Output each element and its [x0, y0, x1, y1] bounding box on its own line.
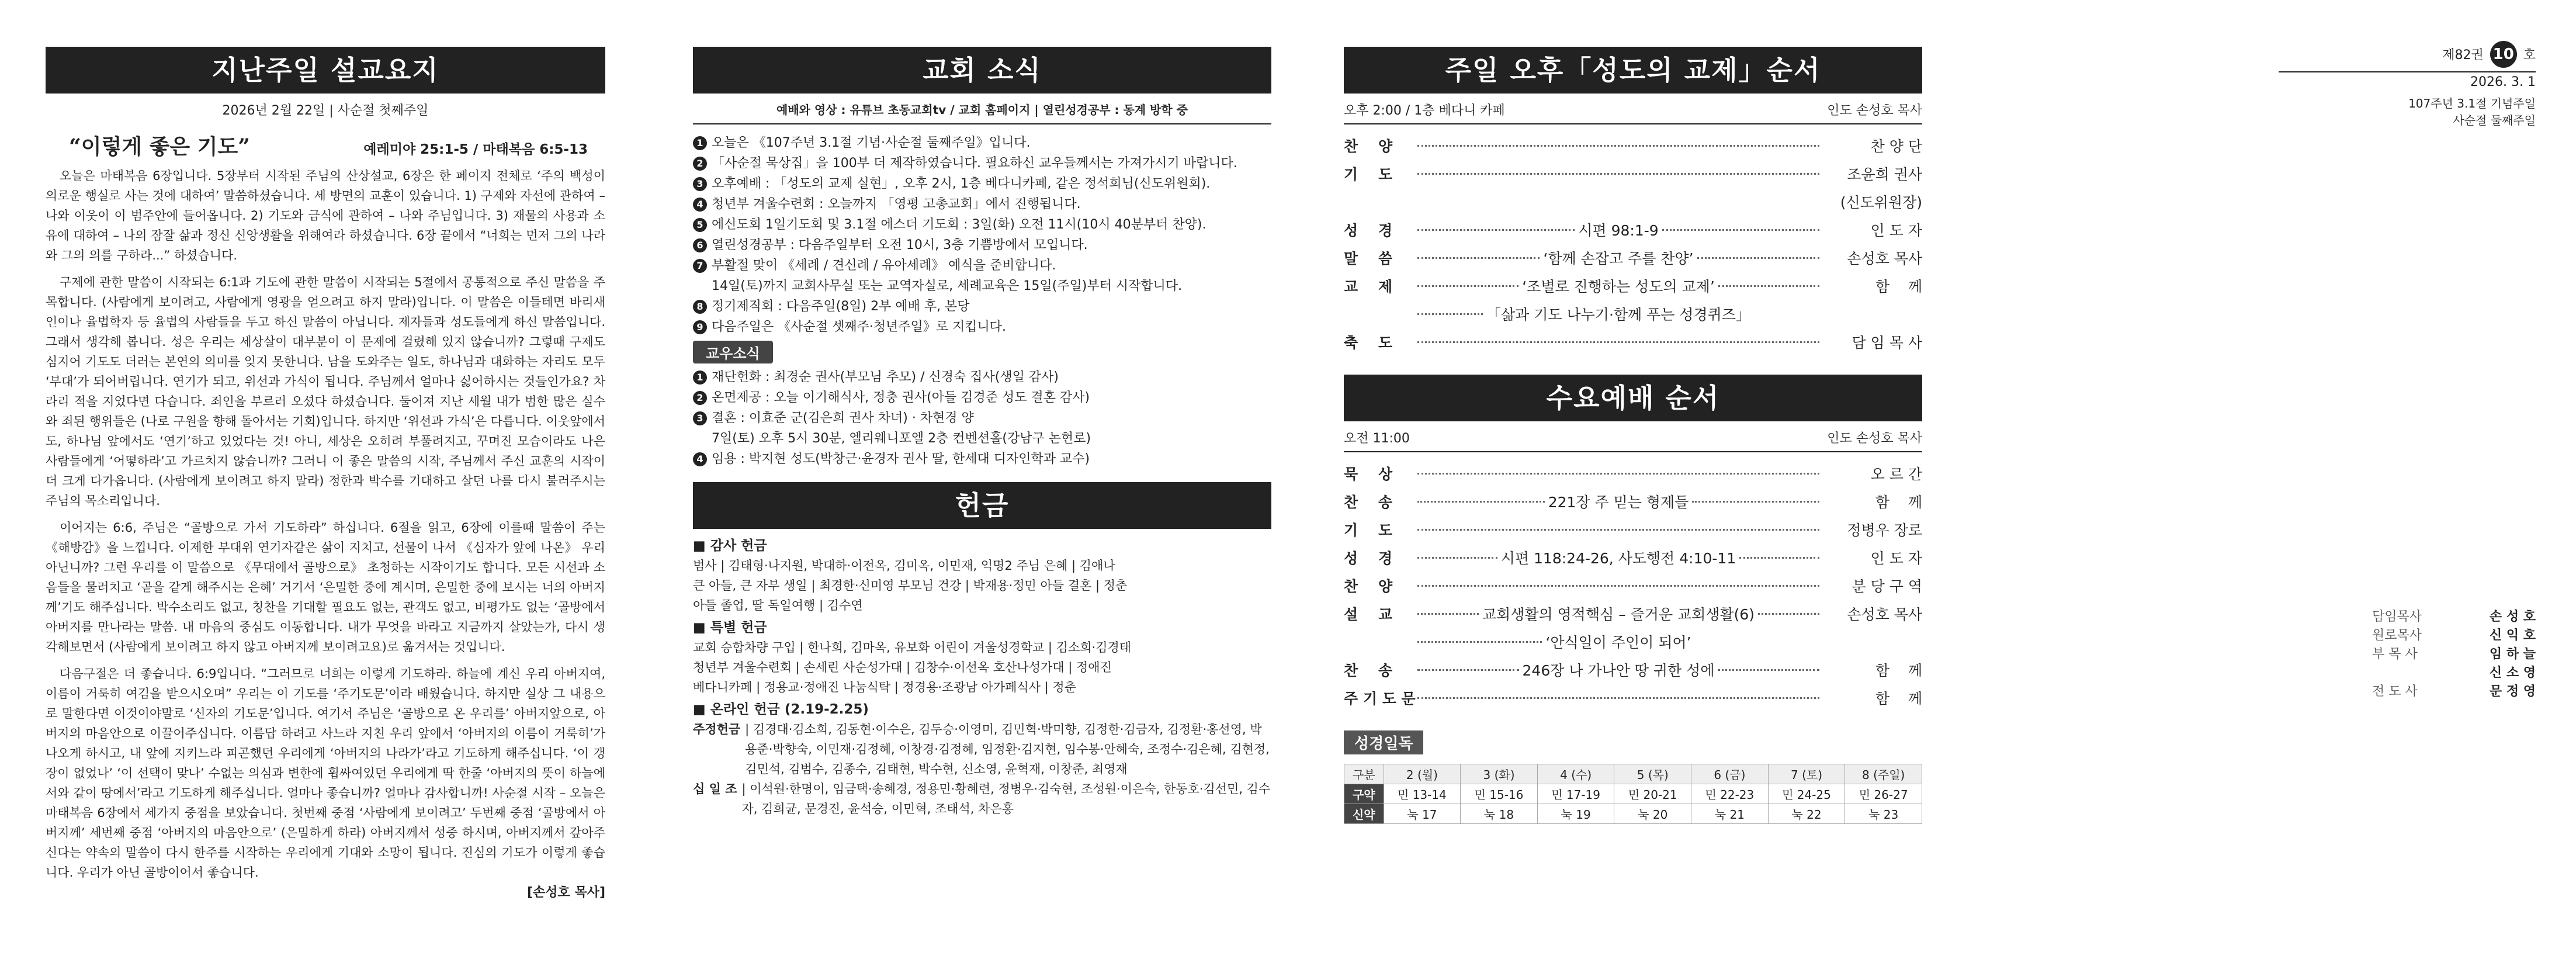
gyowoo-item	[693, 387, 1271, 408]
news-number: 8	[693, 300, 707, 314]
sermon-title: “이렇게 좋은 기도”	[69, 134, 250, 159]
order-row	[1344, 461, 1922, 489]
afternoon-header: 주일 오후「성도의 교제」순서	[1344, 47, 1922, 94]
order-leader-dots	[1417, 557, 1497, 559]
offering-line	[693, 657, 1271, 677]
order-leader-dots	[1739, 557, 1819, 559]
reading-header-cell: 8 (주일)	[1845, 764, 1922, 784]
reading-cell: 눅 20	[1614, 804, 1691, 824]
order-item: 기 도	[1344, 522, 1393, 539]
order-leader-dots	[1417, 613, 1479, 615]
news-text: 다음주일은 《사순절 셋째주·청년주일》로 지킵니다.	[712, 320, 1007, 334]
order-content: 시편 98:1-9	[1578, 222, 1659, 239]
gyowoo-item	[693, 449, 1271, 469]
offering-list	[693, 536, 1271, 819]
offering-line	[693, 677, 1271, 697]
order-item: 성 경	[1344, 550, 1393, 567]
order-content: 교회생활의 영적핵심 – 즐거운 교회생활(6)	[1482, 606, 1755, 623]
order-column	[1344, 47, 1922, 824]
order-row	[1344, 133, 1922, 161]
order-leader-dots	[1417, 341, 1819, 343]
news-text: 에신도회 1일기도회 및 3.1절 에스더 기도회 : 3일(화) 오전 11시(10시 40분부터 찬양).	[712, 217, 1206, 232]
order-leader-dots	[1718, 669, 1819, 671]
sermon-scripture: 예레미야 25:1-5 / 마태복음 6:5-13	[363, 142, 588, 157]
offering-names: 큰 아들, 큰 자부 생일 | 최경한·신미영 부모님 건강 | 박재용·정민 아들 결혼 | 정춘	[693, 579, 1128, 593]
offering-category: ■ 특별 헌금	[693, 620, 767, 635]
news-text: 오늘은 《107주년 3.1절 기념·사순절 둘째주일》입니다.	[712, 136, 1031, 150]
staff-name: 문 정 영	[2489, 684, 2536, 699]
order-content: ‘함께 손잡고 주를 찬양’	[1543, 250, 1694, 267]
order-row	[1344, 685, 1922, 713]
order-row	[1344, 657, 1922, 685]
afternoon-leader: 인도 손성호 목사	[1827, 103, 1922, 118]
news-column	[693, 47, 1271, 819]
offering-names: | 김경대·김소희, 김동현·이수은, 김두승·이영미, 김민혁·박미향, 김정한·김금자, 김정환·홍선영, 박용준·박향숙, 이민재·김정혜, 이창경·김정혜, 임정환·김지현, 임수봉·안혜숙, 조정수·김은혜, 김현정, 김민석, 김범수, 김종수, 김태현, 박수현, 신소영, 윤혁재, 이창준, 최영재	[745, 722, 1270, 776]
gyowoo-text: 재단헌화 : 최경순 권사(부모님 추모) / 신경숙 집사(생일 감사)	[712, 370, 1059, 385]
reading-badge: 성경일독	[1344, 730, 1423, 754]
offering-label: 주정헌금	[693, 722, 741, 736]
staff-role: 부 목 사	[2372, 647, 2418, 662]
sermon-paragraph: 이어지는 6:6, 주님은 “골방으로 가서 기도하라” 하십니다. 6절을 읽고, 6장에 이를때 말씀이 주는 《해방감》을 느낍니다. 이제한 부대위 연기자같은 삶이 지치고, 선물이 나서 《심자가 앞에 나온》 우리 아닌니까? 그런 우리를 이 말씀으로 《무대에서 골방으로》 초청하는 시작이기도 합니다. 모든 시선과 소음들을 물러치고 ‘곧을 같게 해주시는 은혜’ 거기서 ‘은밀한 중에 계시며, 은밀한 중에 보시는 너의 아버지께’기도 해주십니다. 박수소리도 없고, 칭찬을 기대할 필요도 없는, 관객도 없고, 비평가도 없는 ‘골방에서 아버지를 만나라는 말씀. 내 마음의 중심도 이동합니다. 내가 무엇을 바라고 지금까지 살았는가, 다시 생각해보면서 (사람에게 보이려고 하지 않고 아버지께 보이려고요)로 옮겨서는 것입니다.	[46, 521, 605, 654]
order-row	[1344, 301, 1922, 329]
offering-names: 청년부 겨울수련회 | 손세린 사순성가대 | 김창수·이선옥 호산나성가대 | 정애진	[693, 660, 1112, 674]
reading-header-cell: 구분	[1344, 764, 1384, 784]
issue-line2: 사순절 둘째주일	[2453, 113, 2536, 127]
sermon-signature: [손성호 목사]	[526, 885, 605, 900]
reading-header-cell: 5 (목)	[1614, 764, 1691, 784]
staff-role: 원로목사	[2372, 628, 2422, 643]
order-item: 성 경	[1344, 222, 1393, 239]
afternoon-time: 오후 2:00 / 1층 베다니 카페	[1344, 103, 1505, 118]
reading-cell: 눅 23	[1845, 804, 1922, 824]
order-row	[1344, 573, 1922, 601]
offering-names: 범사 | 김태형·나지원, 박대하·이전옥, 김미옥, 이민재, 익명2 주님 은혜 | 김애나	[693, 559, 1115, 573]
news-header: 교회 소식	[693, 47, 1271, 94]
order-item: 찬 송	[1344, 662, 1393, 679]
news-number: 2	[693, 157, 707, 171]
offering-names: 교회 승합차량 구입 | 한나희, 김마옥, 유보화 어린이 겨울성경학교 | 김소희·김경태	[693, 640, 1132, 655]
offering-line	[693, 595, 1271, 615]
order-leader-dots	[1758, 613, 1819, 615]
order-leader-dots	[1417, 697, 1819, 699]
reading-header-row	[1344, 764, 1922, 784]
offering-line	[693, 576, 1271, 595]
offering-line	[693, 719, 1271, 779]
order-person: 찬 양 단	[1870, 138, 1922, 155]
gyowoo-number: 4	[693, 452, 707, 466]
order-leader-dots	[1417, 285, 1518, 287]
offering-label: 십 일 조	[693, 782, 737, 796]
news-item	[693, 214, 1271, 235]
wednesday-leader: 인도 손성호 목사	[1827, 431, 1922, 446]
gyowoo-text: 결혼 : 이효준 군(김은희 권사 차녀) · 차현경 양	[712, 411, 974, 425]
news-number: 5	[693, 218, 707, 232]
order-row	[1344, 273, 1922, 301]
reading-cell: 구약	[1344, 784, 1384, 804]
info-column	[2279, 41, 2536, 699]
news-item	[693, 296, 1271, 317]
reading-row	[1344, 784, 1922, 804]
afternoon-order	[1344, 133, 1922, 357]
reading-cell: 민 15-16	[1461, 784, 1538, 804]
reading-row	[1344, 804, 1922, 824]
staff-row	[2372, 645, 2536, 664]
news-text: 부활절 맞이 《세례 / 견신례 / 유아세례》 예식을 준비합니다.	[712, 258, 1056, 273]
order-person: 담 임 목 사	[1852, 334, 1922, 351]
order-row	[1344, 545, 1922, 573]
sermon-column	[46, 47, 605, 901]
news-item	[693, 194, 1271, 214]
reading-cell: 민 22-23	[1691, 784, 1769, 804]
order-leader-dots	[1417, 145, 1819, 147]
news-number: 3	[693, 177, 707, 191]
sermon-paragraph: 오늘은 마태복음 6장입니다. 5장부터 시작된 주님의 산상설교, 6장은 한 페이지 전체로 ‘주의 백성이 의로운 행실로 사는 것에 대하여’ 말씀하셨습니다. 세 방면의 교훈이 있습니다. 1) 구제와 자선에 관하여 – 나와 이웃이 이 범주안에 들어옵니다. 2) 기도와 금식에 관하여 – 나와 주님입니다. 3) 재물의 사용과 소유에 대하여 – 나의 잠잘 삶과 정신 신앙생활을 위해여라 하셨습니다. 6장 끝에서 “너희는 먼저 그의 나라와 그의 의를 구하라...” 하셨습니다.	[46, 169, 605, 262]
order-leader-dots	[1417, 529, 1819, 531]
staff-role: 담임목사	[2372, 610, 2422, 624]
order-item: 찬 양	[1344, 138, 1393, 155]
order-person: 함 께	[1875, 690, 1922, 707]
reading-cell: 민 24-25	[1768, 784, 1845, 804]
order-item: 설 교	[1344, 606, 1393, 623]
order-person: 오 르 간	[1870, 466, 1922, 483]
news-list	[693, 133, 1271, 337]
wednesday-time: 오전 11:00	[1344, 431, 1410, 446]
order-person: 조윤희 권사	[1847, 166, 1922, 183]
order-person: 정병우 장로	[1847, 522, 1922, 539]
reading-cell: 눅 19	[1537, 804, 1614, 824]
order-row	[1344, 189, 1922, 217]
reading-cell: 눅 22	[1768, 804, 1845, 824]
staff-role: 전 도 사	[2372, 684, 2418, 699]
news-number: 1	[693, 136, 707, 150]
reading-cell: 민 20-21	[1614, 784, 1691, 804]
order-row	[1344, 329, 1922, 357]
news-item	[693, 276, 1271, 296]
sermon-paragraph: 다음구절은 더 좋습니다. 6:9입니다. “그러므로 너희는 이렇게 기도하라. 하늘에 계신 우리 아버지여, 이름이 거룩히 여김을 받으시오며” 우리는 이 기도를 ‘주기도문’이라 배웠습니다. 하지만 실상 그 내용으로 말한다면 이것이야말로 ‘신자의 기도문’입니다. 여기서 주님은 ‘골방으로 온 우리를’ 아버지앞으로, 아버지의 마음안으로 이끌어주십니다. 이름답 하려고 사느라 지친 우리 앞에서 ‘아버지의 이름이 거룩히’가 나오게 하시고, 내 앞에 지키느라 피곤했던 우리에게 ‘아버지의 나라가’라고 기도하게 해주십니다. ‘이 갱장이 없었나’ ‘이 선택이 맞나’ 수없는 의심과 변한에 휩싸여있던 우리에게 딱 한줄 ‘아버지의 뜻이 하늘에서와 같이 땅에서’라고 기도하게 해주십니다. 얼마나 좋습니까? 얼마나 감사합니까! 사순절 시작 – 오늘은 마태복음 6장에서 세가지 중점을 보았습니다. 첫번째 중점 ‘사람에게 보이려고’ 두번째 중점 ‘골방에서 아버지께’ 세번째 중점 ‘아버지의 마음안으로’ (은밀하게 하라) 아버지께서 성중 하시며, 아버지께서 갚아주신다는 약속의 말씀이 다시 한주를 시작하는 우리에게 기대와 소망이 됩니다. 진심의 기도가 이렇게 좋습니다. 우리가 아닌 골방이어서 좋습니다.	[46, 667, 605, 880]
gyowoo-item	[693, 367, 1271, 387]
gyowoo-number: 3	[693, 411, 707, 425]
reading-cell: 신약	[1344, 804, 1384, 824]
news-text: 청년부 겨울수련회 : 오늘까지 「영평 고총교회」에서 진행됩니다.	[712, 197, 1081, 212]
reading-header-cell: 4 (수)	[1537, 764, 1614, 784]
issue-number: 10	[2490, 41, 2517, 68]
order-content: ‘조별로 진행하는 성도의 교제’	[1522, 278, 1715, 295]
wednesday-header: 수요예배 순서	[1344, 375, 1922, 421]
order-leader-dots	[1417, 501, 1545, 503]
news-text: 정기제직회 : 다음주일(8일) 2부 예배 후, 본당	[712, 299, 970, 314]
news-number: 4	[693, 198, 707, 212]
gyowoo-item	[693, 408, 1271, 428]
offering-line	[693, 779, 1271, 819]
order-item: 축 도	[1344, 334, 1393, 351]
order-leader-dots	[1417, 173, 1819, 175]
news-item	[693, 174, 1271, 194]
offering-names: 아들 졸업, 딸 독일여행 | 김수연	[693, 598, 863, 612]
order-leader-dots	[1417, 585, 1819, 587]
gyowoo-item	[693, 428, 1271, 449]
order-leader-dots	[1417, 473, 1819, 475]
volume-label: 제82권	[2442, 48, 2484, 63]
offering-names: | 이석원·한명이, 임금택·송혜경, 정용민·황혜련, 정병우·김숙현, 조성원·이은숙, 한동호·김선민, 김수자, 김희균, 문경진, 윤석승, 이민혁, 조태석, 차은홍	[741, 782, 1271, 816]
news-item	[693, 317, 1271, 337]
order-leader-dots	[1417, 313, 1483, 315]
order-row	[1344, 217, 1922, 245]
order-row	[1344, 245, 1922, 273]
order-leader-dots	[1662, 229, 1819, 231]
reading-table	[1344, 764, 1922, 824]
reading-header-cell: 6 (금)	[1691, 764, 1769, 784]
reading-header-cell: 7 (토)	[1768, 764, 1845, 784]
news-text: 14일(토)까지 교회사무실 또는 교역자실로, 세례교육은 15일(주일)부터 시작합니다.	[712, 279, 1183, 293]
wednesday-order	[1344, 461, 1922, 713]
reading-cell: 민 13-14	[1384, 784, 1461, 804]
order-row	[1344, 601, 1922, 629]
order-item: 찬 송	[1344, 494, 1393, 511]
order-person: 인 도 자	[1870, 550, 1923, 567]
sermon-meta: 2026년 2월 22일 | 사순절 첫째주일	[222, 103, 429, 118]
order-item: 묵 상	[1344, 466, 1393, 483]
gyowoo-text: 임용 : 박지현 성도(박창근·윤경자 권사 딸, 한세대 디자인학과 교수)	[712, 452, 1090, 466]
order-leader-dots	[1417, 641, 1542, 643]
order-item: 찬 양	[1344, 578, 1393, 595]
order-person: 손성호 목사	[1847, 250, 1922, 267]
reading-header-cell: 2 (월)	[1384, 764, 1461, 784]
order-content: 시편 118:24-26, 사도행전 4:10-11	[1500, 550, 1736, 567]
gyowoo-number: 2	[693, 391, 707, 405]
staff-row	[2372, 683, 2536, 701]
order-person: 함 께	[1875, 494, 1923, 511]
news-top-line: 예배와 영상 : 유튜브 초동교회tv / 교회 홈페이지 | 열린성경공부 : 동계 방학 중	[693, 101, 1271, 124]
order-leader-dots	[1417, 669, 1519, 671]
order-row	[1344, 489, 1922, 517]
order-person: 손성호 목사	[1847, 606, 1923, 623]
news-number: 7	[693, 259, 707, 273]
gyowoo-badge: 교우소식	[693, 341, 773, 363]
order-item: 주 기 도 문	[1344, 690, 1416, 707]
issue-date: 2026. 3. 1	[2279, 71, 2536, 89]
order-person: 분 당 구 역	[1852, 578, 1922, 595]
news-item	[693, 133, 1271, 153]
order-person: 함 께	[1875, 662, 1923, 679]
offering-line	[693, 638, 1271, 657]
sermon-header: 지난주일 설교요지	[46, 47, 605, 94]
order-content: 221장 주 믿는 형제들	[1548, 494, 1689, 511]
order-content: 「삶과 기도 나누기·함께 푸는 성경퀴즈」	[1486, 306, 1750, 323]
news-item	[693, 235, 1271, 255]
news-number: 6	[693, 238, 707, 252]
news-number: 9	[693, 320, 707, 334]
staff-name: 임 하 늘	[2489, 647, 2536, 662]
order-leader-dots	[1417, 229, 1575, 231]
staff-name: 신 익 호	[2489, 628, 2536, 643]
order-item: 말 씀	[1344, 250, 1393, 267]
news-item	[693, 153, 1271, 174]
reading-cell: 눅 21	[1691, 804, 1769, 824]
staff-row	[2372, 664, 2536, 683]
news-text: 「사순절 묵상집」을 100부 더 제작하였습니다. 필요하신 교우들께서는 가져가시기 바랍니다.	[712, 156, 1237, 171]
issue-suffix: 호	[2523, 48, 2536, 63]
staff-row	[2372, 626, 2536, 645]
gyowoo-number: 1	[693, 371, 707, 385]
staff-row	[2372, 608, 2536, 626]
offering-names: 베다니카페 | 정용교·정애진 나눔식탁 | 정경용·조광남 아가페식사 | 정춘	[693, 680, 1076, 694]
order-person: (신도위원장)	[1840, 194, 1922, 211]
reading-cell: 눅 17	[1384, 804, 1461, 824]
gyowoo-list	[693, 367, 1271, 469]
offering-category: ■ 온라인 헌금 (2.19-2.25)	[693, 702, 869, 717]
offering-line	[693, 556, 1271, 576]
offering-category: ■ 감사 헌금	[693, 538, 767, 553]
issue-line1: 107주년 3.1절 기념주일	[2408, 96, 2536, 110]
reading-cell: 민 26-27	[1845, 784, 1922, 804]
sermon-paragraph: 구제에 관한 말씀이 시작되는 6:1과 기도에 관한 말씀이 시작되는 5절에서 공통적으로 주신 말씀을 주목합니다. (사람에게 보이려고, 사람에게 영광을 얻으려고 하지 말라)입니다. 이 말씀은 이들테면 바리새인이나 율법학자 등 율법의 사람들을 두고 하신 말씀이 아닙니다. 제자들과 성도들에게 하신 말씀입니다. 그래서 생각해 봅니다. 성은 우리는 세상살이 대부분이 이 문제에 걸렸해 있지 않습니까? 그렇때 구제도 심지어 기도도 더러는 본연의 의미를 잊지 못한니다. 남을 도와주는 일도, 하나님과 대화하는 자리도 모두 ‘부대’가 되어버립니다. 연기가 되고, 위선과 가식이 됩니다. 주님께서 얼마나 싫어하시는 것들인가요? 차라리 적을 지었다면 다습니다. 죄인을 부르러 오셨다 하셨습니다. 둘어져 지난 세월 내가 범한 많은 실수와 죄된 행위들은 (나로 구원을 향해 돌아서는 기회)입니다. 하지만 ‘위선과 가식’은 다릅니다. 이웃앞에서도, 하나님 앞에서도 ‘연기’하고 있었다는 것! 아니, 세상은 오히려 부풀려지고, 꾸며진 모습이라도 나은 사람들에게 ‘어떻하라’고 가르치지 않습니까? 그러니 이 좋은 말씀의 시작, 주님께서 주신 교훈의 시작이 더 크게 다가옵니다. (사람에게 보이려고 하지 말라) 정한과 박수를 기대하고 살던 나를 다시 불러주시는 주님의 목소리입니다.	[46, 275, 605, 508]
order-item: 기 도	[1344, 166, 1393, 183]
order-leader-dots	[1718, 285, 1819, 287]
staff-name: 신 소 영	[2489, 666, 2536, 680]
sermon-body	[46, 166, 605, 882]
reading-cell: 민 17-19	[1537, 784, 1614, 804]
news-text: 오후예배 : 「성도의 교제 실현」, 오후 2시, 1층 베다니카페, 같은 정석희님(신도위원회).	[712, 176, 1211, 191]
order-leader-dots	[1417, 257, 1540, 259]
order-item: 교 제	[1344, 278, 1393, 295]
reading-header-cell: 3 (화)	[1461, 764, 1538, 784]
order-leader-dots	[1697, 257, 1819, 259]
order-leader-dots	[1692, 501, 1819, 503]
order-content: ‘안식일이 주인이 되어’	[1545, 634, 1691, 651]
order-row	[1344, 161, 1922, 189]
gyowoo-text: 온면제공 : 오늘 이기해식사, 정충 권사(아들 김경준 성도 결혼 감사)	[712, 390, 1090, 405]
staff-name: 손 성 호	[2489, 610, 2536, 624]
offering-header: 헌금	[693, 482, 1271, 529]
order-content: 246장 나 가나안 땅 귀한 성에	[1522, 662, 1715, 679]
order-person: 인 도 자	[1870, 222, 1923, 239]
gyowoo-text: 7일(토) 오후 5시 30분, 엘리웨니포엘 2층 컨벤션홀(강남구 논현로)	[712, 431, 1091, 446]
order-row	[1344, 629, 1922, 657]
news-text: 열린성경공부 : 다음주일부터 오전 10시, 3층 기쁨방에서 모입니다.	[712, 238, 1088, 252]
order-person: 함 께	[1875, 278, 1923, 295]
staff-list	[2372, 608, 2536, 701]
reading-cell: 눅 18	[1461, 804, 1538, 824]
order-row	[1344, 517, 1922, 545]
news-item	[693, 255, 1271, 276]
